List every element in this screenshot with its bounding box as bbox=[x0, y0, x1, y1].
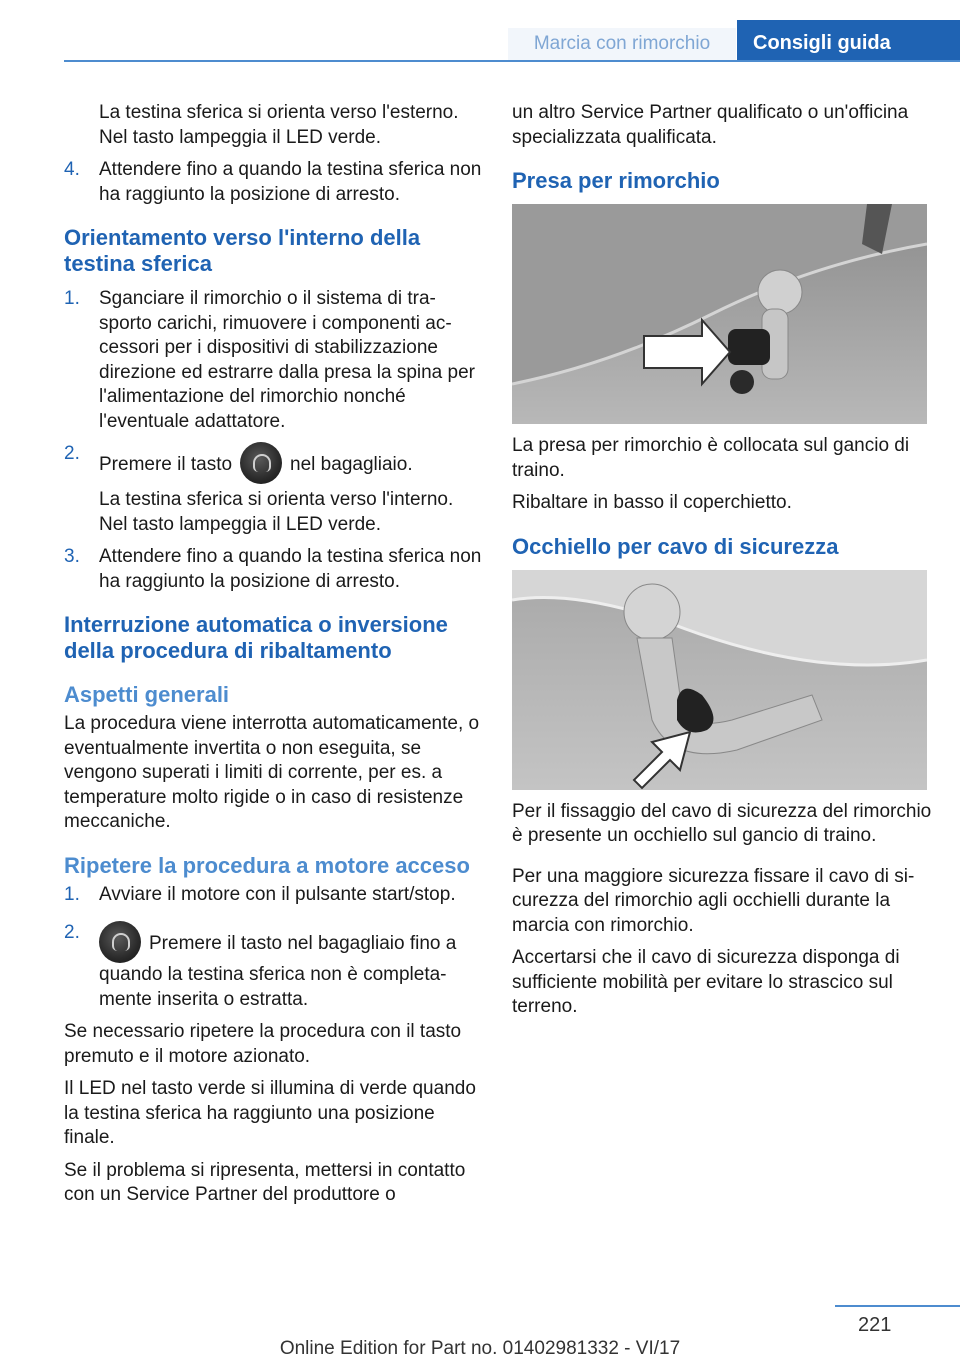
online-edition-label: Online Edition for Part no. 01402981332 - VI/17 bbox=[279, 1338, 681, 1359]
eye-paragraph: Per una maggiore sicurezza fissare il cavo di sicurezza del rimorchio agli occhielli durante la marcia con rimorchio. bbox=[512, 865, 915, 936]
socket-paragraph: La presa per rimorchio è collocata sul gancio di traino. bbox=[512, 435, 910, 481]
heading-inward: Orientamento verso l'interno della testina sferica bbox=[64, 225, 421, 276]
socket-paragraph: Ribaltare in basso il coperchietto. bbox=[512, 492, 792, 513]
eye-paragraph: Accertarsi che il cavo di sicurezza disponga di sufficiente mobilità per evitare lo strascico sul terreno. bbox=[512, 947, 900, 1017]
list-number: 3. bbox=[64, 546, 80, 567]
list-number: 4. bbox=[64, 159, 80, 180]
continued-paragraph: un altro Service Partner qualificato o un'officina specializzata qualificata. bbox=[512, 102, 909, 148]
list-item bbox=[64, 883, 482, 908]
list-text: Attendere fino a quando la testina sferica non ha raggiunto la posizione di arresto. bbox=[99, 159, 482, 205]
tow-hitch-button-icon bbox=[240, 442, 282, 484]
list-text: nel bagagliaio. bbox=[290, 454, 413, 475]
header-section-tab: Marcia con rimorchio bbox=[508, 28, 736, 60]
header-rule bbox=[64, 60, 960, 62]
heading-repeat: Ripetere la procedura a motore acceso bbox=[64, 852, 470, 878]
page-number: 221 bbox=[858, 1314, 892, 1336]
list-item bbox=[64, 287, 482, 434]
trailer-socket-image bbox=[512, 204, 927, 424]
repeat-paragraph: Se il problema si ripresenta, mettersi in contatto con un Service Partner del produttore o bbox=[64, 1159, 466, 1205]
intro-paragraph: La testina sferica si orienta verso l'esterno. Nel tasto lampeggia il LED verde. bbox=[99, 102, 459, 148]
header-chapter-tab: Consigli guida bbox=[737, 20, 960, 60]
footer-rule bbox=[835, 1305, 960, 1307]
list-number: 1. bbox=[64, 288, 80, 309]
list-text: Premere il tasto nel bagagliaio fino a quando la testina sferica non è completamente inserita o estratta. bbox=[99, 933, 457, 1010]
list-note: La testina sferica si orienta verso l'interno. Nel tasto lampeggia il LED verde. bbox=[99, 489, 454, 535]
repeat-paragraph: Se necessario ripetere la procedura con il tasto premuto e il motore azionato. bbox=[64, 1021, 462, 1067]
safety-eye-image bbox=[512, 570, 927, 790]
eye-paragraph: Per il fissaggio del cavo di sicurezza del rimorchio è presente un occhiello sul gancio di traino. bbox=[512, 800, 932, 846]
list-item bbox=[64, 158, 482, 207]
list-number: 1. bbox=[64, 883, 80, 905]
list-text: Sganciare il rimorchio o il sistema di trasporto carichi, rimuovere i componenti accessori per i dispositivi di stabilizzazione direzione ed estrarre dalla presa la spina per l'alimentazione del rimorchio nonché l'eventuale adattatore. bbox=[99, 288, 475, 432]
general-paragraph: La procedura viene interrotta automaticamente, o eventualmente invertita o non eseguita, se vengono superati i limiti di corrente, per es. a temperature molto rigide o in caso di resistenze meccaniche. bbox=[64, 713, 480, 832]
list-number: 2. bbox=[64, 922, 80, 943]
list-text: Avviare il motore con il pulsante start/stop. bbox=[99, 883, 456, 905]
list-item bbox=[64, 921, 482, 1012]
heading-socket: Presa per rimorchio bbox=[512, 168, 720, 193]
list-text: Premere il tasto bbox=[99, 454, 233, 475]
heading-interrupt: Interruzione automatica o inversione della procedura di ribaltamento bbox=[64, 612, 448, 663]
heading-eye: Occhiello per cavo di sicurezza bbox=[512, 533, 839, 559]
repeat-paragraph: Il LED nel tasto verde si illumina di verde quando la testina sferica ha raggiunto una posizione finale. bbox=[64, 1078, 476, 1148]
list-item bbox=[64, 442, 482, 484]
left-column bbox=[64, 101, 482, 1216]
heading-general: Aspetti generali bbox=[64, 682, 230, 707]
list-text: Attendere fino a quando la testina sferica non ha raggiunto la posizione di arresto. bbox=[99, 546, 482, 592]
tow-hitch-button-icon bbox=[99, 921, 141, 963]
list-number: 2. bbox=[64, 443, 80, 464]
list-item bbox=[64, 545, 482, 594]
right-column bbox=[512, 101, 932, 1028]
